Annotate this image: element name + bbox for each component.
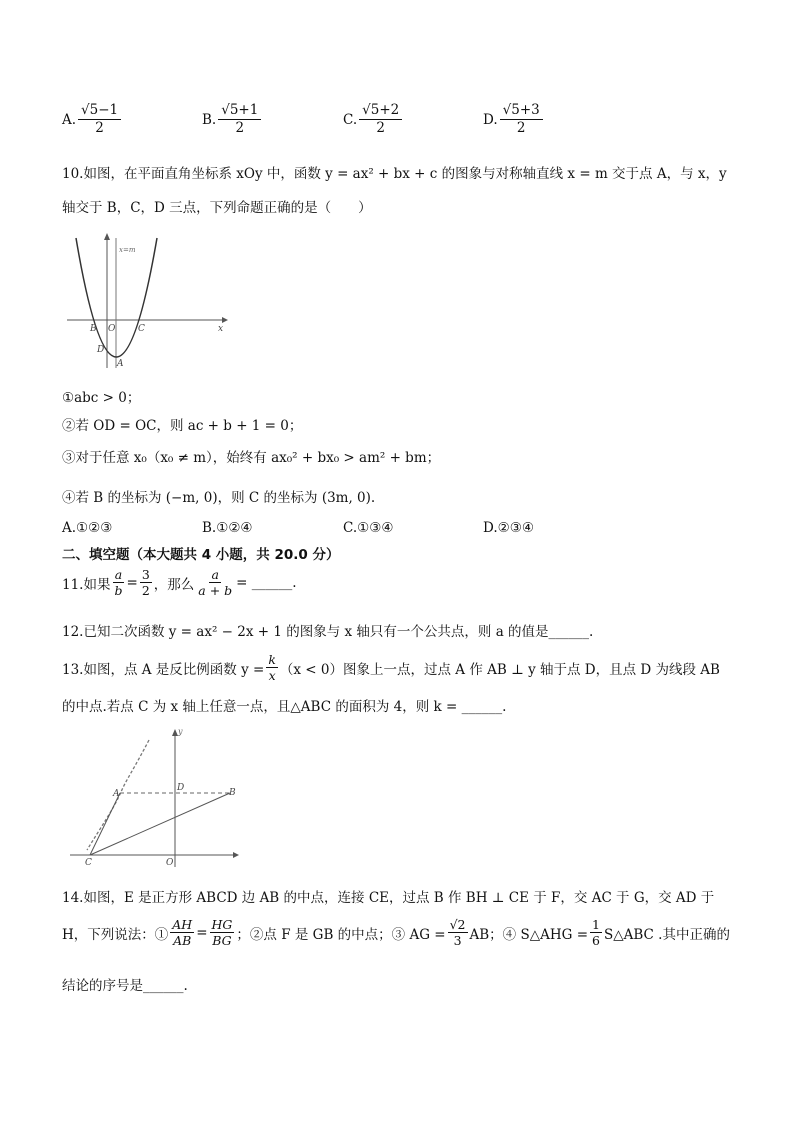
label-y: y	[178, 727, 183, 736]
q11-fraction-a-over-b	[112, 567, 124, 598]
q11-f2-den: 2	[141, 583, 150, 598]
q13-fraction-k-over-x	[266, 652, 278, 683]
q14-fraction-hg-bg	[210, 917, 235, 948]
segment-bc	[90, 793, 230, 855]
q14-line3: 结论的序号是______.	[62, 978, 188, 994]
q14-fraction-ah-ab	[170, 917, 194, 948]
q14-line2	[62, 917, 730, 948]
q10-option-b: B.①②④	[202, 520, 253, 536]
q14-line1: 14.如图，E 是正方形 ABCD 边 AB 的中点，连接 CE，过点 B 作 BH ⊥ CE 于 F，交 AC 于 G，交 AD 于	[62, 890, 715, 906]
q14-f4-num: 1	[592, 917, 600, 932]
q11-equals: =	[126, 574, 138, 591]
q13-line1	[62, 652, 720, 683]
q11-f2-num: 3	[141, 567, 150, 582]
option-c-denominator: 2	[376, 120, 385, 136]
q14-line2-d: S△ABC .其中正确的	[603, 926, 730, 943]
q10-statement-2: ②若 OD = OC，则 ac + b + 1 = 0；	[62, 418, 303, 434]
q10-option-a: A.①②③	[62, 520, 113, 536]
q11	[62, 567, 297, 598]
option-a	[62, 102, 123, 137]
label-x-equals-m: x=m	[119, 246, 136, 254]
option-b-denominator: 2	[235, 120, 245, 136]
q13-f-den: x	[268, 668, 276, 683]
q14-f2-den: BG	[212, 933, 232, 948]
label-a: A	[117, 359, 124, 369]
q13-line1-rest: （x < 0）图象上一点，过点 A 作 AB ⊥ y 轴于点 D，且点 D 为线段 AB	[279, 661, 720, 678]
label-a: A	[113, 789, 120, 799]
q11-f1-num: a	[114, 567, 123, 582]
q11-f1-den: b	[114, 583, 123, 598]
x-axis-arrow	[222, 317, 228, 323]
label-b: B	[90, 324, 97, 334]
q10-statement-3: ③对于任意 x₀（x₀ ≠ m），始终有 ax₀² + bx₀ > am² + bm；	[62, 450, 441, 466]
q10-option-c: C.①③④	[343, 520, 394, 536]
q11-prefix: 11.如果	[62, 576, 111, 593]
option-a-denominator: 2	[95, 120, 104, 136]
q14-fraction-1-6	[590, 917, 602, 948]
q14-line2-b: ；②点 F 是 GB 的中点；③ AG =	[236, 926, 446, 943]
label-o: O	[166, 858, 174, 868]
label-c: C	[85, 858, 92, 868]
q11-suffix: = ______.	[236, 574, 297, 591]
label-x: x	[218, 324, 224, 334]
q13-hyperbola-graph	[65, 722, 245, 870]
option-c-label: C.	[343, 111, 358, 128]
q14-f2-num: HG	[211, 917, 233, 932]
y-axis-arrow	[104, 233, 110, 240]
segment-ac	[90, 793, 120, 855]
q10-statement-4: ④若 B 的坐标为 (−m, 0)，则 C 的坐标为 (3m, 0).	[62, 490, 376, 506]
option-c-numerator: √5+2	[359, 102, 402, 120]
option-b-label: B.	[202, 111, 217, 128]
x-axis-arrow	[233, 852, 239, 858]
option-d-fraction	[500, 102, 543, 137]
q10-statement-1: ①abc > 0；	[62, 390, 141, 406]
label-b: B	[229, 788, 236, 798]
q14-f1-num: AH	[172, 917, 193, 932]
label-d: D	[177, 783, 185, 793]
q11-fraction-a-over-apb	[196, 567, 234, 598]
option-b-fraction	[218, 102, 261, 137]
option-a-fraction	[78, 102, 121, 137]
option-d-numerator: √5+3	[500, 102, 543, 120]
option-c-fraction	[359, 102, 402, 137]
q14-f3-num: √2	[449, 917, 466, 932]
q11-middle: ，那么	[153, 576, 195, 593]
option-d-denominator: 2	[516, 120, 526, 136]
q10-option-d: D.②③④	[483, 520, 534, 536]
q10-line1: 10.如图，在平面直角坐标系 xOy 中，函数 y = ax² + bx + c 的图象与对称轴直线 x = m 交于点 A，与 x，y	[62, 166, 727, 182]
q14-line2-c: AB；④ S△AHG =	[469, 926, 589, 943]
q11-f3-num: a	[211, 567, 219, 582]
q13-line2: 的中点.若点 C 为 x 轴上任意一点，且△ABC 的面积为 4，则 k = ______.	[62, 699, 507, 715]
label-c: C	[138, 324, 145, 334]
option-c	[343, 102, 404, 137]
section-heading: 二、填空题（本大题共 4 小题，共 20.0 分）	[62, 547, 340, 563]
q12-text: 12.已知二次函数 y = ax² − 2x + 1 的图象与 x 轴只有一个公共点，则 a 的值是______.	[62, 624, 594, 640]
q14-fraction-sqrt2-3	[448, 917, 468, 948]
q14-equals: =	[196, 924, 208, 941]
q14-f3-den: 3	[453, 933, 462, 948]
label-d: D	[97, 345, 105, 355]
q11-f3-den: a + b	[198, 583, 233, 598]
option-d-label: D.	[483, 111, 498, 128]
q13-prefix: 13.如图，点 A 是反比例函数 y =	[62, 661, 265, 678]
q10-parabola-graph	[62, 228, 232, 373]
q14-f1-den: AB	[173, 933, 192, 948]
q14-f4-den: 6	[592, 933, 600, 948]
q11-fraction-3-over-2	[140, 567, 152, 598]
q13-f-num: k	[268, 652, 276, 667]
label-o: O	[108, 324, 116, 334]
option-b	[202, 102, 263, 137]
q10-line2: 轴交于 B，C，D 三点，下列命题正确的是（ ）	[62, 200, 372, 216]
option-b-numerator: √5+1	[218, 102, 261, 120]
option-a-numerator: √5−1	[78, 102, 121, 120]
q14-line2-a: H，下列说法：①	[62, 926, 169, 943]
option-a-label: A.	[62, 111, 77, 128]
option-d	[483, 102, 545, 137]
